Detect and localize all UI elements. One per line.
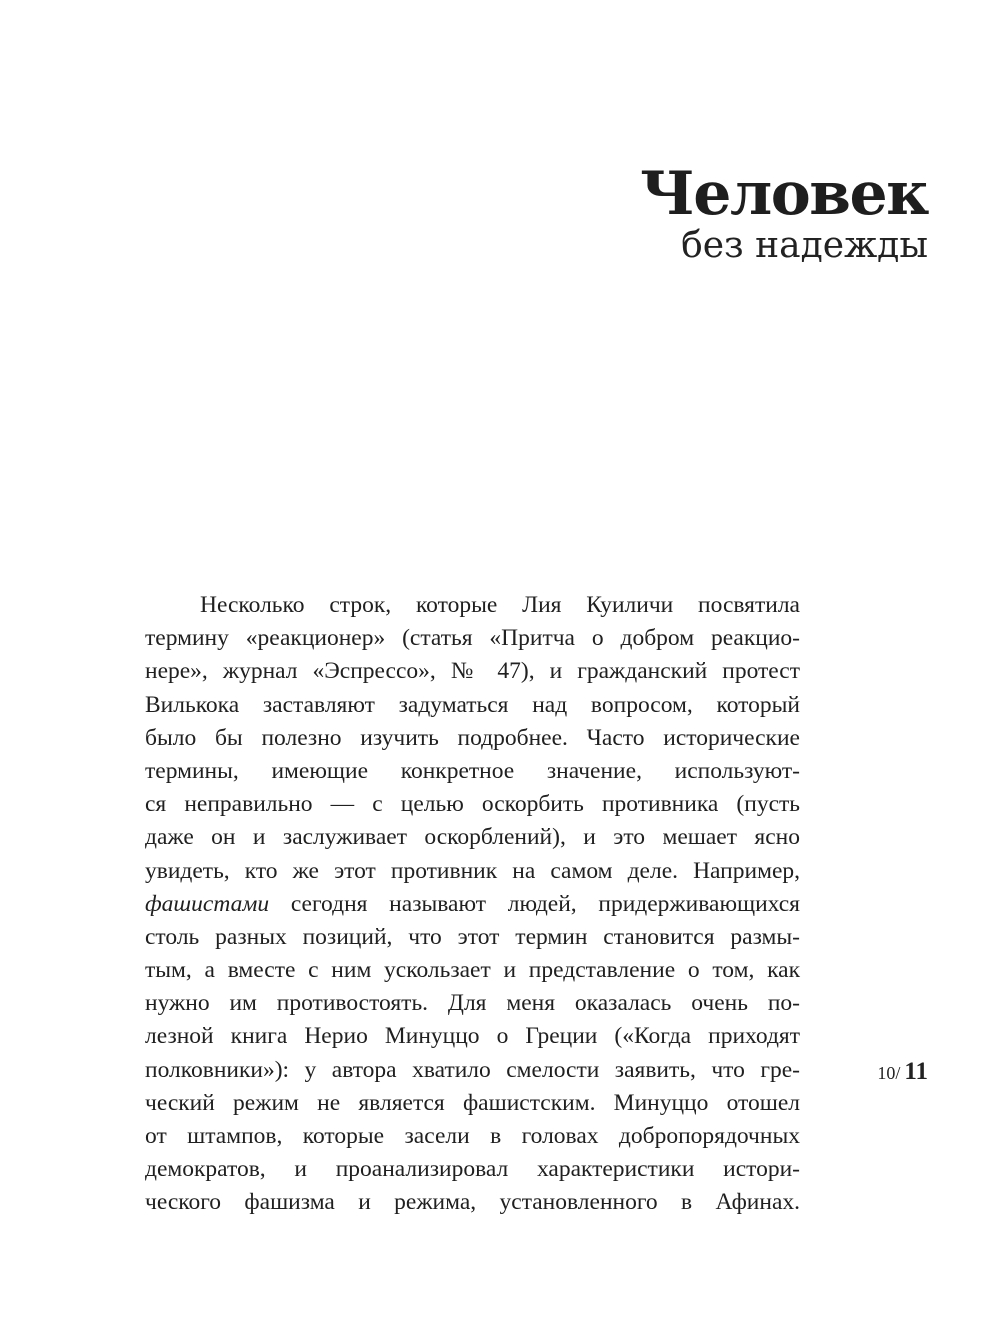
text-line: даже он и заслуживает оскорблений), и это мешает ясно	[145, 824, 800, 851]
text-line: термину «реакционер» (статья «Притча о добром реакцио-	[145, 625, 800, 652]
text-line: от штампов, которые засели в головах добропорядочных	[145, 1123, 800, 1149]
text-line: нере», журнал «Эспрессо», № 47), и гражданский протест	[145, 658, 800, 685]
text-line: увидеть, кто же этот противник на самом деле. Например,	[145, 857, 800, 884]
italic-term: фашистами	[145, 890, 270, 917]
text-line: нужно им противостоять. Для меня оказалась очень по-	[145, 990, 800, 1017]
text-line: лезной книга Нерио Минуццо о Греции («Когда приходят	[145, 1023, 800, 1050]
body-paragraph	[145, 589, 800, 1220]
chapter-title: Человек	[640, 159, 928, 229]
text-line: термины, имеющие конкретное значение, используют-	[145, 757, 800, 784]
text-line: столь разных позиций, что этот термин становится размы-	[145, 923, 800, 950]
text-line: ческий режим не является фашистским. Минуццо отошел	[145, 1089, 800, 1116]
page-number	[877, 1058, 928, 1086]
text-line: ческого фашизма и режима, установленного в Афинах.	[145, 1189, 800, 1216]
text-line: ся неправильно — с целью оскорбить противника (пусть	[145, 791, 800, 818]
text-line: фашистами сегодня называют людей, придерживающихся	[145, 890, 800, 917]
text-line: Вилькока заставляют задуматься над вопросом, который	[145, 691, 800, 718]
text-line: было бы полезно изучить подробнее. Часто исторические	[145, 724, 800, 751]
text-line: тым, а вместе с ним ускользает и представление о том, как	[145, 957, 800, 984]
current-page-number: 11	[904, 1058, 928, 1085]
text-line: полковники»): у автора хватило смелости заявить, что гре-	[145, 1056, 800, 1083]
chapter-subtitle: без надежды	[681, 225, 928, 266]
text-line: демократов, и проанализировал характеристики истори-	[145, 1156, 800, 1183]
previous-page-number: 10/	[877, 1063, 901, 1083]
text-line: Несколько строк, которые Лия Куиличи посвятила	[200, 592, 800, 618]
chapter-heading	[640, 158, 928, 268]
